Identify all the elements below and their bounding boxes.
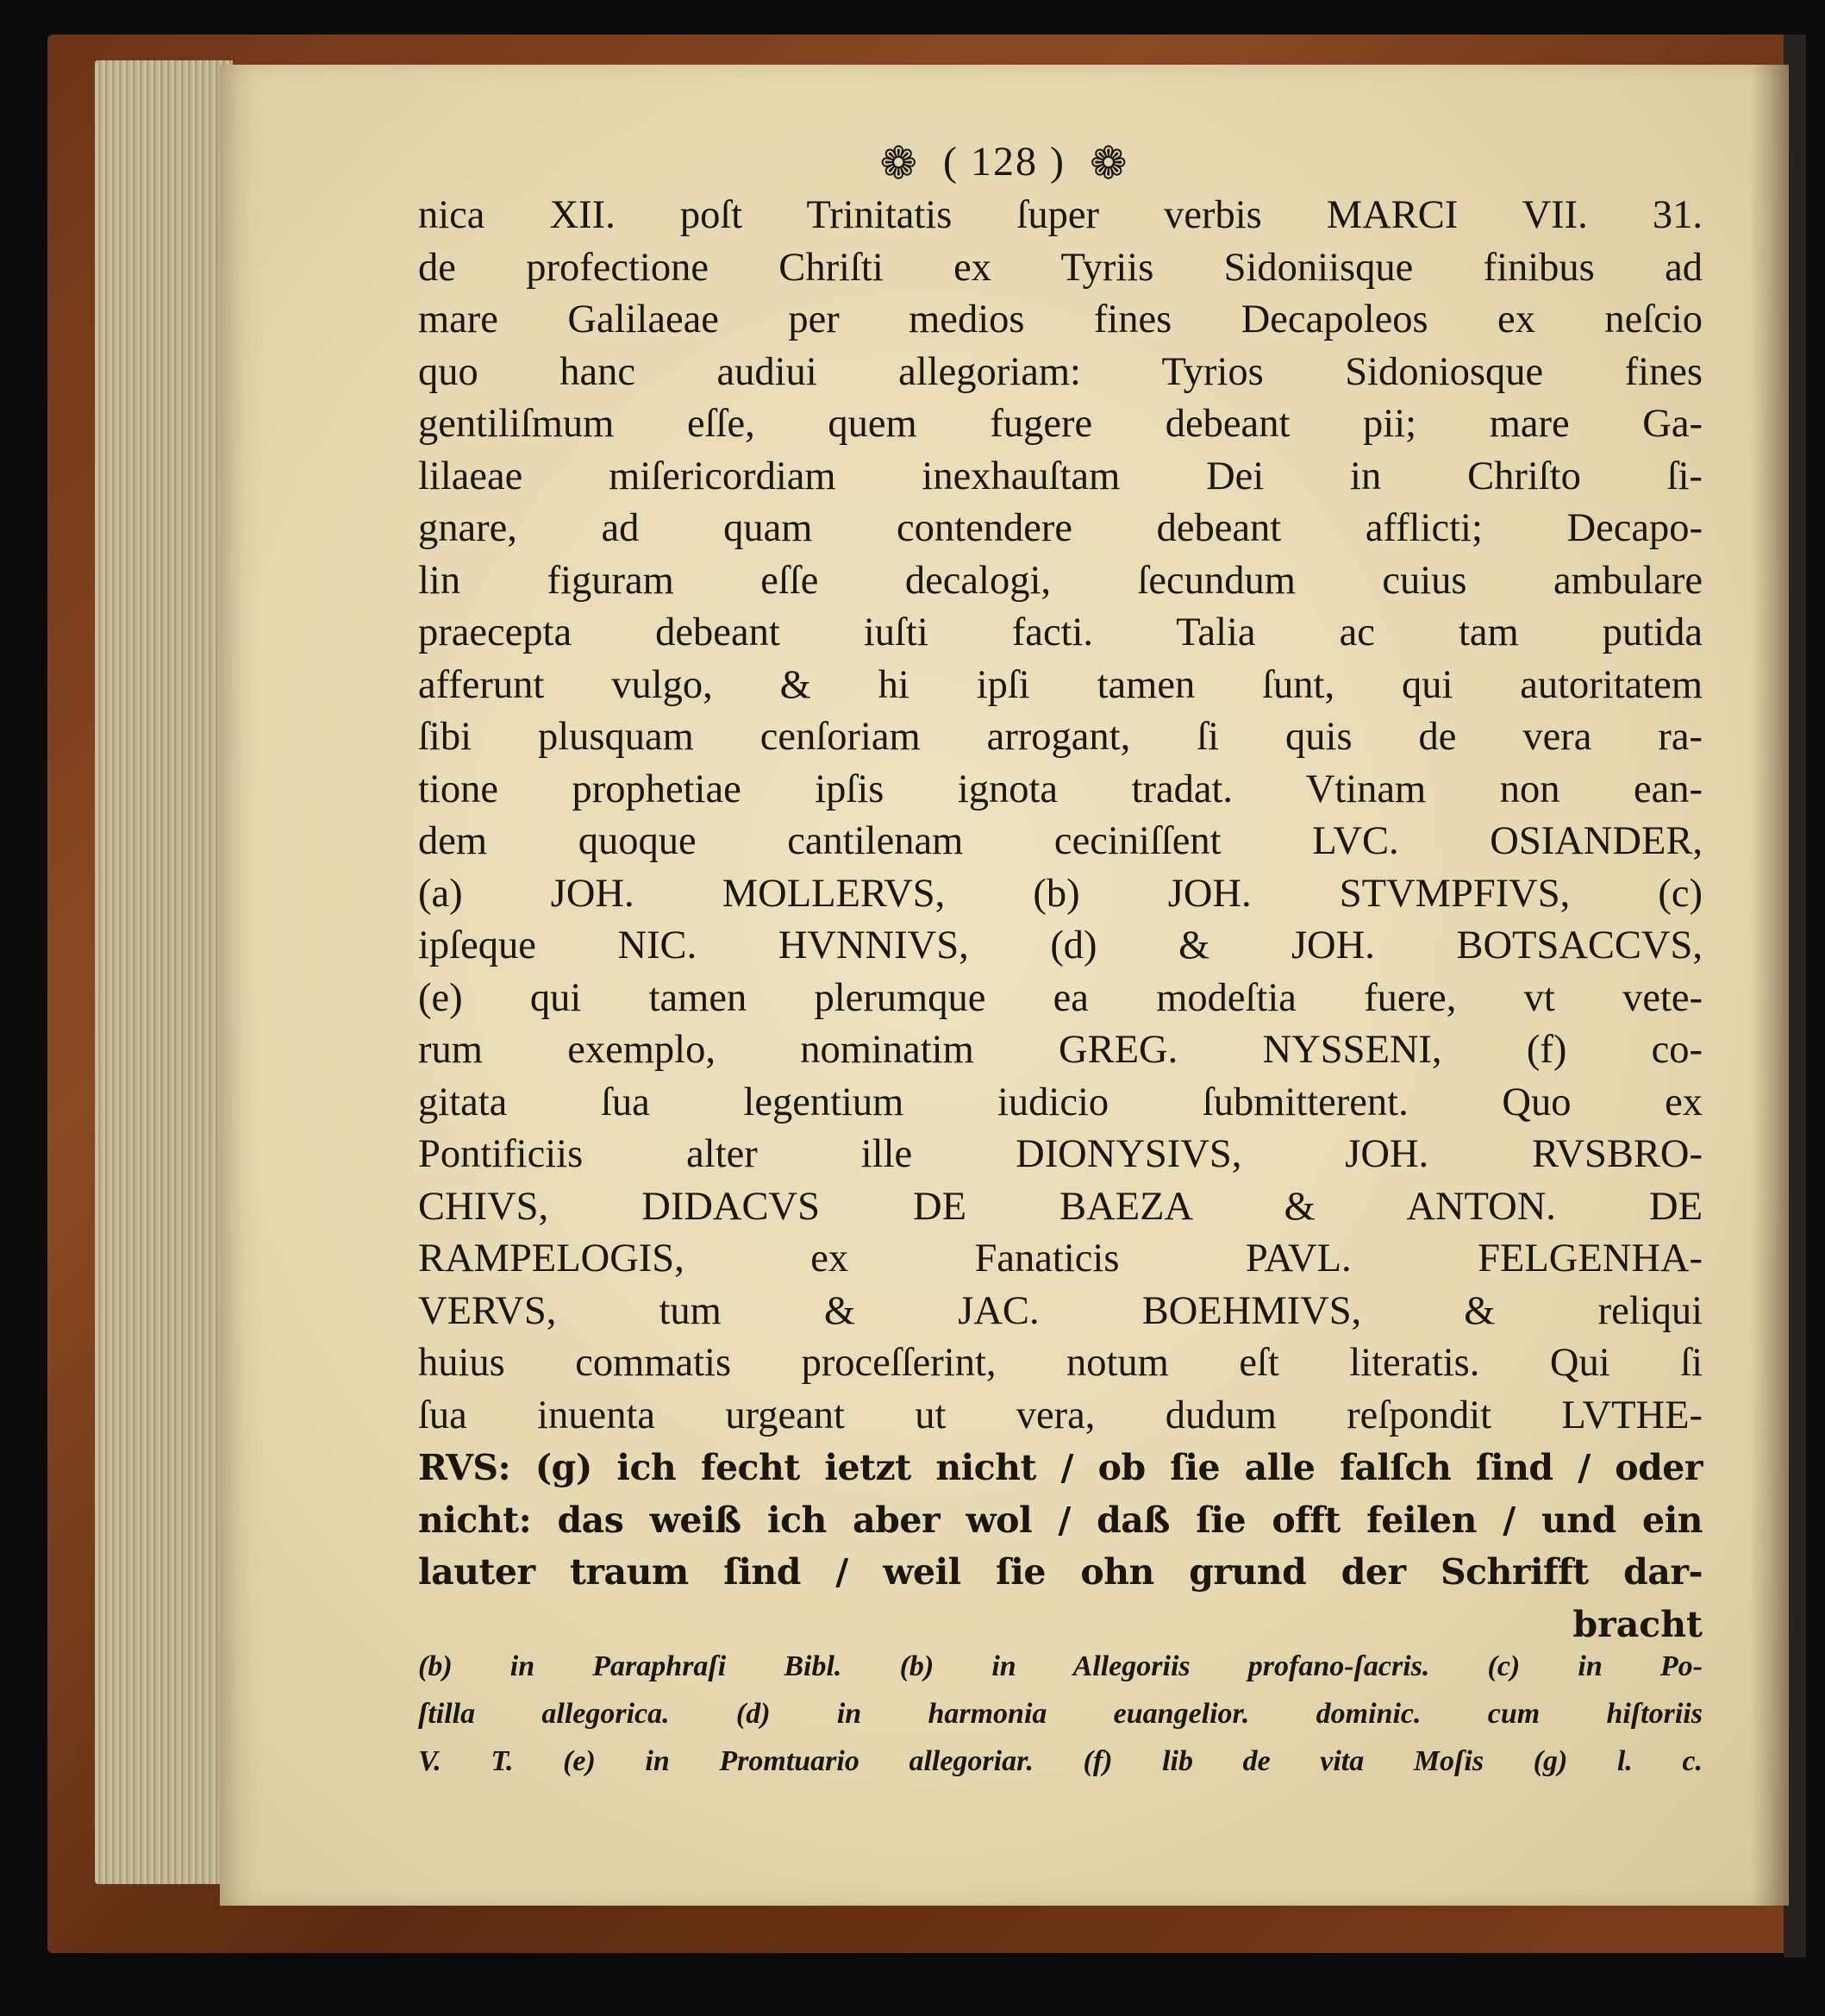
text-line: ipſeque NIC. HVNNIVS, (d) & JOH. BOTSACCVS, (418, 923, 1703, 967)
page-number: ( 128 ) (943, 139, 1066, 185)
text-line: mare Galilaeae per medios fines Decapoleos ex neſcio (418, 297, 1703, 341)
catchword: bracht (1572, 1603, 1703, 1645)
text-line: (a) JOH. MOLLERVS, (b) JOH. STVMPFIVS, (c) (418, 871, 1703, 916)
text-line: lin figuram eſſe decalogi, ſecundum cuius ambulare (418, 558, 1703, 603)
page-edges (95, 60, 233, 1884)
footnote-line: (b) in Paraphraſi Bibl. (b) in Allegoriis profano-ſacris. (c) in Po- (418, 1650, 1703, 1682)
text-line: (e) qui tamen plerumque ea modeſtia fuere, vt vete- (418, 975, 1703, 1020)
body-text (418, 190, 1703, 1650)
text-line: rum exemplo, nominatim GREG. NYSSENI, (f) co- (418, 1028, 1703, 1072)
text-line: dem quoque cantilenam ceciniſſent LVC. OSIANDER, (418, 819, 1703, 863)
german-quote-line: lauter traum ſind / weil ſie ohn grund der Schrifft dar- (418, 1551, 1703, 1593)
page-header (220, 138, 1789, 190)
gutter-shadow (1750, 65, 1789, 1906)
text-line: quo hanc audiui allegoriam: Tyrios Sidoniosque fines (418, 349, 1703, 394)
text-line: Pontificiis alter ille DIONYSIVS, JOH. RVSBRO- (418, 1132, 1703, 1176)
text-line: ſua inuenta urgeant ut vera, dudum reſpondit LVTHE- (418, 1393, 1703, 1437)
ornament-right-icon: ❁ (1089, 140, 1129, 189)
text-line: gentiliſmum eſſe, quem fugere debeant pii; mare Ga- (418, 402, 1703, 446)
text-line: gnare, ad quam contendere debeant afflicti; Decapo- (418, 506, 1703, 550)
ornament-left-icon: ❁ (879, 140, 920, 189)
text-line: tione prophetiae ipſis ignota tradat. Vtinam non ean- (418, 767, 1703, 811)
text-line: de profectione Chriſti ex Tyriis Sidoniisque finibus ad (418, 245, 1703, 290)
text-line: praecepta debeant iuſti facti. Talia ac tam putida (418, 610, 1703, 654)
footnotes (418, 1643, 1703, 1785)
text-line: afferunt vulgo, & hi ipſi tamen ſunt, qui autoritatem (418, 662, 1703, 707)
text-line: nica XII. poſt Trinitatis ſuper verbis MARCI VII. 31. (418, 193, 1703, 237)
german-quote-line: nicht: das weiß ich aber wol / daß ſie offt feilen / und ein (418, 1499, 1703, 1541)
german-quote-line: RVS: (g) ich fecht ietzt nicht / ob ſie alle falſch ſind / oder (418, 1447, 1703, 1488)
footnote-line: ſtilla allegorica. (d) in harmonia euangelior. dominic. cum hiſtoriis (418, 1698, 1703, 1730)
text-line: gitata ſua legentium iudicio ſubmitterent. Quo ex (418, 1080, 1703, 1124)
footnote-line: V. T. (e) in Promtuario allegoriar. (f) lib de vita Moſis (g) l. c. (418, 1745, 1703, 1777)
text-line: VERVS, tum & JAC. BOEHMIVS, & reliqui (418, 1288, 1703, 1333)
text-line: ſibi plusquam cenſoriam arrogant, ſi quis de vera ra- (418, 715, 1703, 759)
text-line: lilaeae miſericordiam inexhauſtam Dei in Chriſto ſi- (418, 454, 1703, 498)
text-line: RAMPELOGIS, ex Fanaticis PAVL. FELGENHA- (418, 1237, 1703, 1280)
text-line: huius commatis proceſſerint, notum eſt literatis. Qui ſi (418, 1341, 1703, 1385)
text-line: CHIVS, DIDACVS DE BAEZA & ANTON. DE (418, 1184, 1703, 1229)
